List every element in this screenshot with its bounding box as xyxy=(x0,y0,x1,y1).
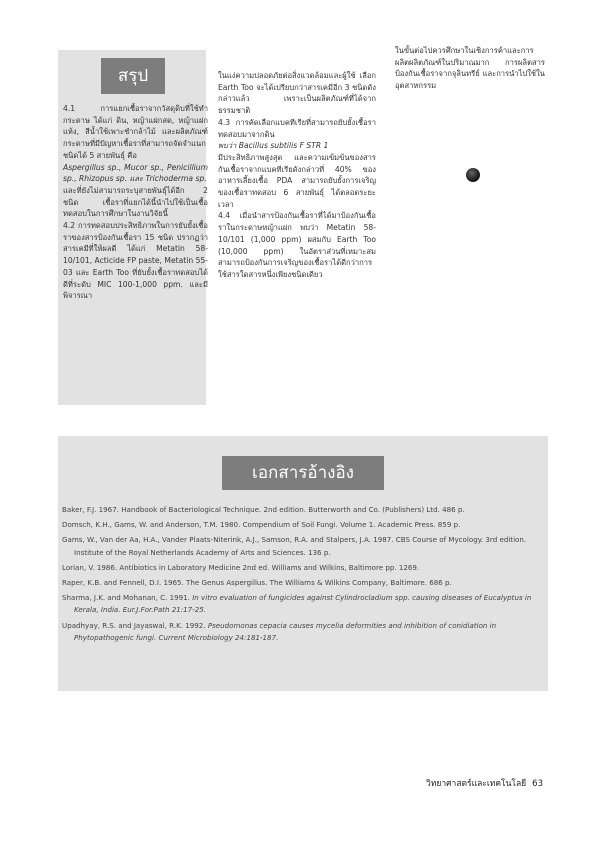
summary-column-3 xyxy=(395,45,545,92)
reference-item xyxy=(62,620,542,644)
reference-item xyxy=(62,577,542,589)
summary-column-2 xyxy=(218,70,376,281)
reference-item xyxy=(62,534,542,558)
reference-pre: Raper, K.B. and Fennell, D.I. 1965. The Genus Aspergillus. The Williams & Wilkins Company, Baltimore. 686 p. xyxy=(62,578,452,588)
reference-em: Pseudomonas cepacia causes mycelia deformities and inhibition of conidiation in Phytopathogenic fungi. Current Microbiology 24:181-187. xyxy=(74,620,497,642)
reference-item xyxy=(62,592,542,616)
paragraph: ในแง่ความปลอดภัยต่อสิ่งแวดล้อมและผู้ใช้ เลือก Earth Too จะได้เปรียบกว่าสารเคมีอีก 3 ชนิดดังกล่าวแล้ว เพราะเป็นผลิตภัณฑ์ที่ได้จากธรรมชาติ xyxy=(218,71,376,116)
reference-pre: Domsch, K.H., Gams, W. and Anderson, T.M. 1980. Compendium of Soil Fungi. Volume 1. Academic Press. 859 p. xyxy=(62,520,461,530)
page-footer xyxy=(426,776,543,790)
paragraph: 4.2 การทดสอบประสิทธิภาพในการยับยั้งเชื้อราของสารป้องกันเชื้อรา 15 ชนิด ปรากฏว่าสารเคมีที่ให้ผลดี ได้แก่ Metatin 58-10/101, Acticide FP paste, Metatin 55-03 และ Earth Too ที่ยับยั้งเชื้อราทดสอบได้ดีที่ระดับ MIC 100-1,000 ppm. และมีพิจารณา xyxy=(63,221,208,301)
reference-pre: Baker, F.J. 1967. Handbook of Bacteriological Technique. 2nd edition. Butterworth and Co. (Publishers) Ltd. 486 p. xyxy=(62,505,465,514)
reference-em: In vitro evaluation of fungicides against Cylindrocladium spp. causing diseases of Eucalyptus in Kerala, India. Eur.J.For.Path 21:17-25. xyxy=(74,593,532,615)
reference-pre: Gams, W., Van der Aa, H.A., Vander Plaats-Niterink, A.J., Samson, R.A. and Stalpers, J.A. 1987. CBS Course of Mycology. 3rd edition. Institute of the Royal Netherlands Academy of Arts and Sciences. 136 p. xyxy=(62,535,527,557)
paragraph: ในขั้นต่อไปควรศึกษาในเชิงการค้าและการผลิตผลิตภัณฑ์ในปริมาณมาก การผลิตสารป้องกันเชื้อราจากจุลินทรีย์ และการนำไปใช้ในอุตสาหกรรม xyxy=(395,46,545,91)
paragraph xyxy=(63,162,208,185)
summary-heading: สรุป xyxy=(101,58,165,94)
reference-item xyxy=(62,562,542,574)
bullet-dot-icon xyxy=(466,168,480,182)
paragraph xyxy=(218,140,376,152)
paragraph: 4.4 เมื่อนำสารป้องกันเชื้อราที่ได้มาป้องกันเชื้อราในกระดาษหญ้าแฝก พบว่า Metatin 58-10/101 (1,000 ppm) ผสมกับ Earth Too (10,000 ppm) ในอัตราส่วนที่เหมาะสม สามารถป้องกันการเจริญของเชื้อราได้ดีกว่าการใช้สารใดสารหนึ่งเพียงชนิดเดียว xyxy=(218,211,376,279)
references-list xyxy=(62,504,542,647)
paragraph: มีประสิทธิภาพสูงสุด และความเข้มข้นของสารกันเชื้อราจากแบคทีเรียดังกล่าวที่ 40% ของอาหารเลี้ยงเชื้อ PDA สามารถยับยั้งการเจริญของเชื้อราทดสอบ 6 สายพันธุ์ ได้ตลอดระยะเวลา xyxy=(218,152,376,209)
paragraph: 4.1 การแยกเชื้อราจากวัสดุดิบที่ใช้ทำกระดาษ ได้แก่ ดิน, หญ้าแฝกสด, หญ้าแฝกแห้ง, สีน้ำใช้เพาะชำกล้าไม้ และผลิตภัณฑ์กระดาษที่มีปัญหาเชื้อราที่สามารถจัดจำแนกชนิดได้ 5 สายพันธุ์ คือ xyxy=(63,104,208,160)
summary-column-1 xyxy=(63,103,208,302)
paragraph: และที่ยังไม่สามารถระบุสายพันธุ์ได้อีก 2 ชนิด เชื้อราที่แยกได้นี้นำไปใช้เป็นเชื้อทดสอบในการศึกษาในงานวิจัยนี้ xyxy=(63,185,208,219)
references-heading: เอกสารอ้างอิง xyxy=(222,456,384,490)
species-name: พบว่า Bacillus subtilis F STR 1 xyxy=(218,141,329,151)
paragraph: 4.3 การคัดเลือกแบคทีเรียที่สามารถยับยั้งเชื้อราทดสอบมาจากดิน xyxy=(218,117,376,139)
journal-name: วิทยาศาสตร์และเทคโนโลยี xyxy=(426,779,527,789)
reference-item xyxy=(62,504,542,516)
reference-item xyxy=(62,519,542,531)
reference-pre: Sharma, J.K. and Mohanan, C. 1991. xyxy=(62,593,193,603)
reference-pre: Lorian, V. 1986. Antibiotics in Laboratory Medicine 2nd ed. Williams and Wilkins, Baltimore pp. 1269. xyxy=(62,562,420,572)
reference-pre: Upadhyay, R.S. and Jayaswal, R.K. 1992. xyxy=(62,620,208,630)
page-number: 63 xyxy=(532,779,543,789)
species-list: Aspergillus sp., Mucor sp., Penicillium sp., Rhizopus sp. และ Trichoderma sp. xyxy=(63,162,208,184)
